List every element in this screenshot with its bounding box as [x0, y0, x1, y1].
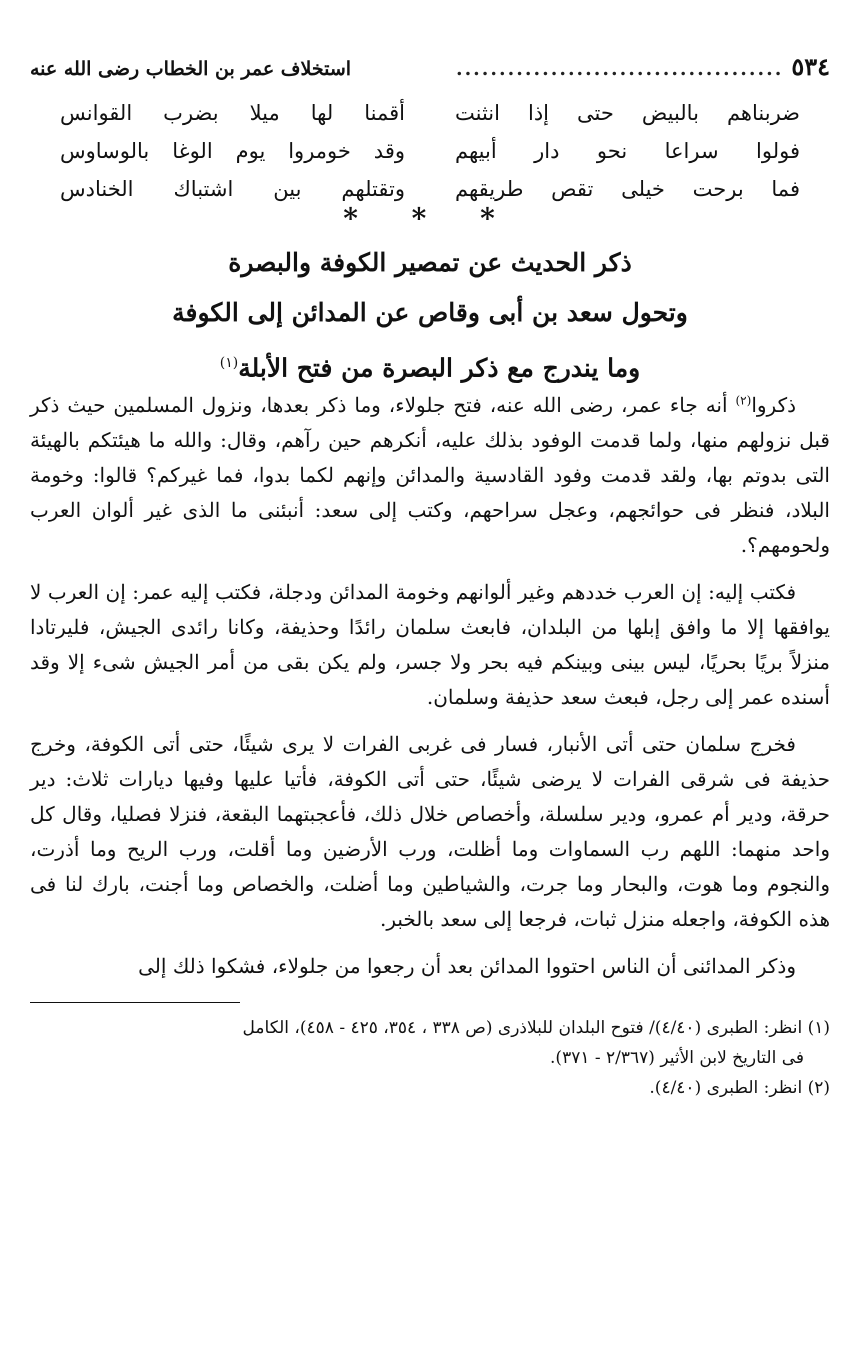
- poem: [60, 94, 800, 208]
- header-leader-dots: ......................................: [455, 58, 784, 80]
- footnote-ref-2[interactable]: (٢): [735, 393, 752, 408]
- body-paragraph-2: فكتب إليه: إن العرب خددهم وغير ألوانهم وخومة المدائن ودجلة، فكتب إليه عمر: إن العرب لا يوافقها إلا ما وافق إبلها من البلدان، فابعث سلمان رائدًا وحذيفة، وكانا رائدى الجيش، فليرتادا منزلاً بريًا بحريًا، ليس بينى وبينكم فيه بحر ولا جسر، ولم يكن بقى من أمر الجيش شىء إلا وقد أسنده عمر إلى رجل، فبعث سعد حذيفة وسلمان.: [30, 580, 830, 709]
- book-page: [30, 50, 830, 1350]
- footnote-1-line-2: فى التاريخ لابن الأثير (٢/٣٦٧ - ٣٧١).: [550, 1048, 804, 1068]
- footnotes: [30, 1013, 830, 1103]
- verse-first-hemistich: ضربناهم بالبيض حتى إذا انثنت: [455, 101, 800, 125]
- footnote-divider: [30, 1002, 240, 1003]
- footnote-1-line-1: (١) انظر: الطبرى (٤/٤٠)/ فتوح البلدان للبلاذرى (ص ٣٣٨ ، ٣٥٤، ٤٢٥ - ٤٥٨)، الكامل: [242, 1018, 830, 1038]
- running-header: [30, 50, 830, 84]
- body-paragraph-4: وذكر المدائنى أن الناس احتووا المدائن بعد أن رجعوا من جلولاء، فشكوا ذلك إلى: [138, 954, 796, 978]
- section-heading-line-2: وتحول سعد بن أبى وقاص عن المدائن إلى الكوفة: [172, 298, 688, 327]
- section-heading-line-3: [30, 338, 830, 388]
- verse-second-hemistich: وقد خومروا يوم الوغا بالوساوس: [60, 139, 405, 163]
- poem-verse: [60, 94, 800, 132]
- paragraph-lead-word: ذكروا: [751, 393, 796, 417]
- verse-first-hemistich: فولوا سراعا نحو دار أبيهم: [455, 139, 800, 163]
- body-paragraph-1: [30, 388, 830, 563]
- verse-second-hemistich: وتقتلهم بين اشتباك الخنادس: [60, 177, 405, 201]
- poem-verse: [60, 132, 800, 170]
- verse-first-hemistich: فما برحت خيلى تقص طريقهم: [455, 177, 800, 201]
- footnote-2: (٢) انظر: الطبرى (٤/٤٠).: [649, 1078, 830, 1098]
- chapter-title: استخلاف عمر بن الخطاب رضى الله عنه: [30, 58, 352, 80]
- section-separator: * * *: [343, 202, 517, 235]
- page-number: ٥٣٤: [791, 52, 830, 81]
- footnote-ref-1[interactable]: (١): [219, 355, 239, 371]
- verse-second-hemistich: أقمنا لها ميلا بضرب القوانس: [60, 101, 405, 125]
- paragraph-text: أنه جاء عمر، رضى الله عنه، فتح جلولاء، وما ذكر بعدها، ونزول المسلمين حيث ذكر قبل نزولهم منها، ولما قدمت الوفود بذلك عليه، أنكرهم حين رآهم، وقال: والله ما هيئتكم بالهيئة التى بدوتم بها، ولقد قدمت وفود القادسية والمدائن وإنهم لكما بدوا، فما غيركم؟ قالوا: وخومة البلاد، فنظر فى حوائجهم، وعجل سراحهم، وكتب إلى سعد: أنبئنى ما الذى غير ألوان العرب ولحومهم؟.: [30, 393, 830, 557]
- section-heading-line-1: ذكر الحديث عن تمصير الكوفة والبصرة: [228, 248, 632, 277]
- body-paragraph-3: فخرج سلمان حتى أتى الأنبار، فسار فى غربى الفرات لا يرى شيئًا، حتى أتى الكوفة، وخرج حذيفة فى شرقى الفرات لا يرضى شيئًا، حتى أتى الكوفة، فأتيا عليها وفيها ديارات ثلاث: دير حرقة، ودير أم عمرو، ودير سلسلة، وأخصاص خلال ذلك، فأعجبتهما البقعة، فنزلا فصليا، وقال كل واحد منهما: اللهم رب السماوات وما أظلت، ورب الأرضين وما أقلت، ورب الريح وما أذرت، والنجوم وما هوت، والبحار وما جرت، والشياطين وما أضلت، والخصاص وما أجنت، بارك لنا فى هذه الكوفة، واجعله منزل ثبات، فرجعا إلى سعد بالخبر.: [30, 732, 830, 931]
- section-heading-text: وما يندرج مع ذكر البصرة من فتح الأبلة: [238, 353, 641, 383]
